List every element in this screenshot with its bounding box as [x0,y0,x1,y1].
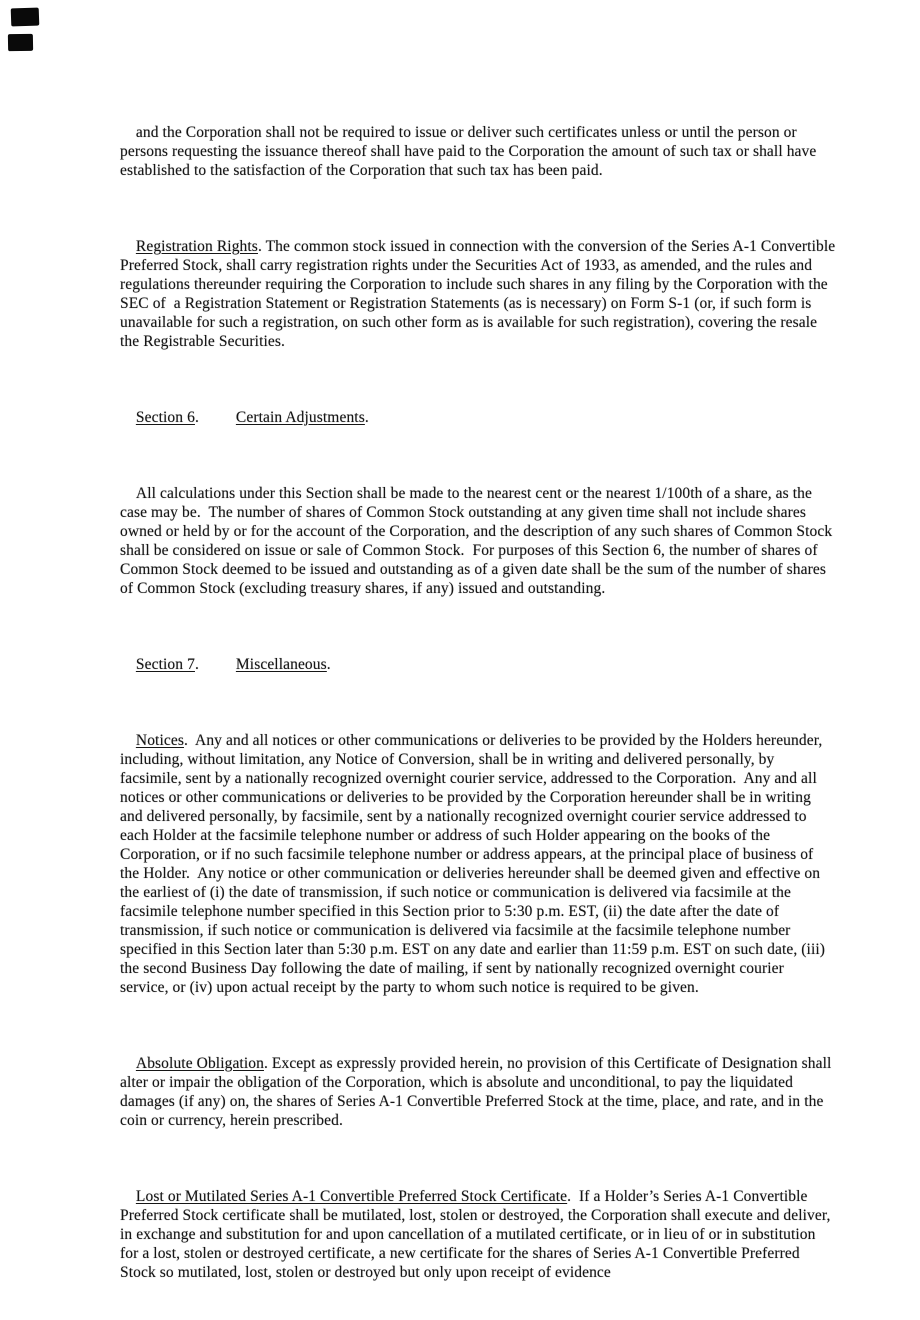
paragraph-text: . The common stock issued in connection with the conversion of the Series A-1 Convertible Preferred Stock, shall carry registration rights under the Securities Act of 1933, as amended, and the rules and regulations thereunder requiring the Corporation to include such shares in any filing by the Corporation with the SEC of a Registration Statement or Registration Statements (as is necessary) on Form S-1 (or, if such form is unavailable for such a registration, on such other form as is available for such registration), covering the resale the Registrable Securities. [120,238,840,350]
section-7-heading [120,636,836,693]
section-title-period: . [364,409,369,426]
section-title-label: Certain Adjustments [235,409,365,426]
paragraph-tax-certificates [120,104,836,199]
section-title [236,409,369,426]
section-title [236,656,331,673]
section-title-label: Miscellaneous [235,656,327,673]
paragraph-text: . Any and all notices or other communications or deliveries to be provided by the Holders hereunder, including, without limitation, any Notice of Conversion, shall be in writing and delivered personally, by facsimile, sent by a nationally recognized overnight courier service, addressed to the Corporation. Any and all notices or other communications or deliveries to be provided by the Corporation hereunder shall be in writing and delivered personally, by facsimile, sent by a nationally recognized overnight courier service addressed to each Holder at the facsimile telephone number or address of such Holder appearing on the books of the Corporation, or if no such facsimile telephone number or address appears, at the principal place of business of the Holder. Any notice or other communication or deliveries hereunder shall be deemed given and effective on the earliest of (i) the date of transmission, if such notice or communication is delivered via facsimile at the facsimile telephone number specified in this Section prior to 5:30 p.m. EST, (ii) the date after the date of transmission, if such notice or communication is delivered via facsimile at the facsimile telephone number specified in this Section later than 5:30 p.m. EST on any date and earlier than 11:59 p.m. EST on such date, (iii) the second Business Day following the date of mailing, if sent by nationally recognized overnight courier service, or (iv) upon actual receipt by the party to whom such notice is required to be given. [120,732,830,996]
paragraph-lead-underlined: Lost or Mutilated Series A-1 Convertible Preferred Stock Certificate [135,1188,568,1205]
paragraph-text: . If a Holder’s Series A-1 Convertible Preferred Stock certificate shall be mutilated, lost, stolen or destroyed, the Corporation shall execute and deliver, in exchange and substitution for and upon cancellation of a mutilated certificate, or in lieu of or in substitution for a lost, stolen or destroyed certificate, a new certificate for the shares of Series A-1 Convertible Preferred Stock so mutilated, lost, stolen or destroyed but only upon receipt of evidence [120,1188,835,1281]
scan-artifact [8,34,33,51]
paragraph-notices [120,712,836,1016]
paragraph-text: and the Corporation shall not be required to issue or deliver such certificates unless or until the person or persons requesting the issuance thereof shall have paid to the Corporation the amount of such tax or shall have established to the satisfaction of the Corporation that such tax has been paid. [120,124,821,179]
paragraph-calculations [120,465,836,617]
section-title-period: . [326,656,331,673]
section-number-label: Section 7 [135,656,195,673]
paragraph-lead-underlined: Registration Rights [135,238,258,255]
section-number-label: Section 6 [135,409,195,426]
paragraph-lead-underlined: Notices [135,732,184,749]
paragraph-text: All calculations under this Section shall be made to the nearest cent or the nearest 1/100th of a share, as the case may be. The number of shares of Common Stock outstanding at any given time shall not include shares owned or held by or for the account of the Corporation, and the description of any such shares of Common Stock shall be considered on issue or sale of Common Stock. For purposes of this Section 6, the number of shares of Common Stock deemed to be issued and outstanding as of a given date shall be the sum of the number of shares of Common Stock (excluding treasury shares, if any) issued and outstanding. [120,485,837,597]
document-page [120,104,840,1320]
section-6-heading [120,389,836,446]
section-number [136,656,199,673]
paragraph-text: . Except as expressly provided herein, no provision of this Certificate of Designation shall alter or impair the obligation of the Corporation, which is absolute and unconditional, to pay the liquidated damages (if any) on, the shares of Series A-1 Convertible Preferred Stock at the time, place, and rate, and in the coin or currency, herein prescribed. [120,1055,836,1129]
paragraph-registration-rights [120,218,840,370]
section-number-period: . [194,409,199,426]
paragraph-lead-underlined: Absolute Obligation [135,1055,264,1072]
section-number [136,409,199,426]
paragraph-absolute-obligation [120,1035,836,1149]
section-number-period: . [194,656,199,673]
scan-artifact [11,8,40,27]
